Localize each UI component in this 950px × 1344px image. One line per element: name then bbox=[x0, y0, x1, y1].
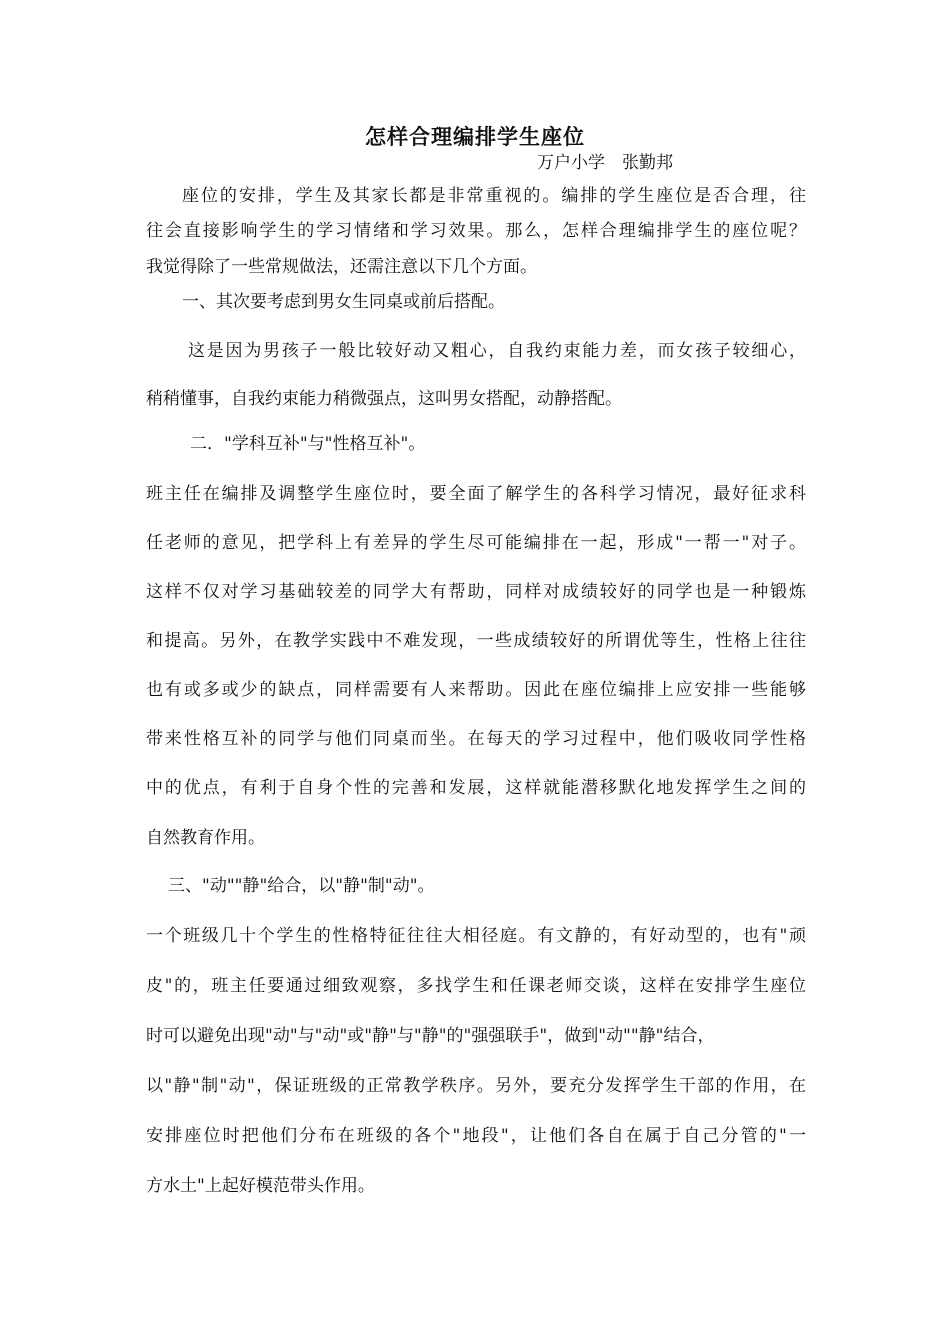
intro-line: 往会直接影响学生的学习情绪和学习效果。那么，怎样合理编排学生的座位呢？ bbox=[146, 221, 806, 241]
section3-line: 一个班级几十个学生的性格特征往往大相径庭。有文静的，有好动型的，也有"顽 bbox=[146, 926, 806, 946]
section3-line: 安排座位时把他们分布在班级的各个"地段"，让他们各自在属于自己分管的"一 bbox=[146, 1126, 806, 1146]
intro-line: 座位的安排，学生及其家长都是非常重视的。编排的学生座位是否合理，往 bbox=[182, 186, 806, 206]
section3-line: 以"静"制"动"，保证班级的正常教学秩序。另外，要充分发挥学生干部的作用，在 bbox=[146, 1076, 806, 1096]
section2-line: 这样不仅对学习基础较差的同学大有帮助，同样对成绩较好的同学也是一种锻炼 bbox=[146, 582, 806, 602]
section2-line: 中的优点，有利于自身个性的完善和发展，这样就能潜移默化地发挥学生之间的 bbox=[146, 778, 806, 798]
section2-line: 班主任在编排及调整学生座位时，要全面了解学生的各科学习情况，最好征求科 bbox=[146, 484, 806, 504]
section2-line: 自然教育作用。 bbox=[146, 828, 265, 848]
section2-line: 和提高。另外，在教学实践中不难发现，一些成绩较好的所谓优等生，性格上往往 bbox=[146, 631, 806, 651]
section3-line: 时可以避免出现"动"与"动"或"静"与"静"的"强强联手"，做到"动""静"结合， bbox=[146, 1026, 715, 1046]
section2-line: 带来性格互补的同学与他们同桌而坐。在每天的学习过程中，他们吸收同学性格 bbox=[146, 729, 806, 749]
section2-line: 也有或多或少的缺点，同样需要有人来帮助。因此在座位编排上应安排一些能够 bbox=[146, 680, 806, 700]
section3-line: 皮"的，班主任要通过细致观察，多找学生和任课老师交谈，这样在安排学生座位 bbox=[146, 976, 806, 996]
section-heading-1: 一、其次要考虑到男女生同桌或前后搭配。 bbox=[182, 292, 505, 312]
intro-line: 我觉得除了一些常规做法，还需注意以下几个方面。 bbox=[146, 257, 537, 277]
section2-line: 任老师的意见，把学科上有差异的学生尽可能编排在一起，形成"一帮一"对子。 bbox=[146, 533, 806, 553]
section1-line: 稍稍懂事，自我约束能力稍微强点，这叫男女搭配，动静搭配。 bbox=[146, 389, 622, 409]
section1-line: 这是因为男孩子一般比较好动又粗心，自我约束能力差，而女孩子较细心， bbox=[188, 341, 806, 361]
section-heading-2: 二．"学科互补"与"性格互补"。 bbox=[190, 434, 426, 454]
document-title: 怎样合理编排学生座位 bbox=[365, 124, 585, 149]
section-heading-3: 三、"动""静"给合，以"静"制"动"。 bbox=[168, 876, 435, 896]
section3-line: 方水土"上起好模范带头作用。 bbox=[146, 1176, 375, 1196]
author-line: 万户小学 张勤邦 bbox=[537, 153, 673, 173]
